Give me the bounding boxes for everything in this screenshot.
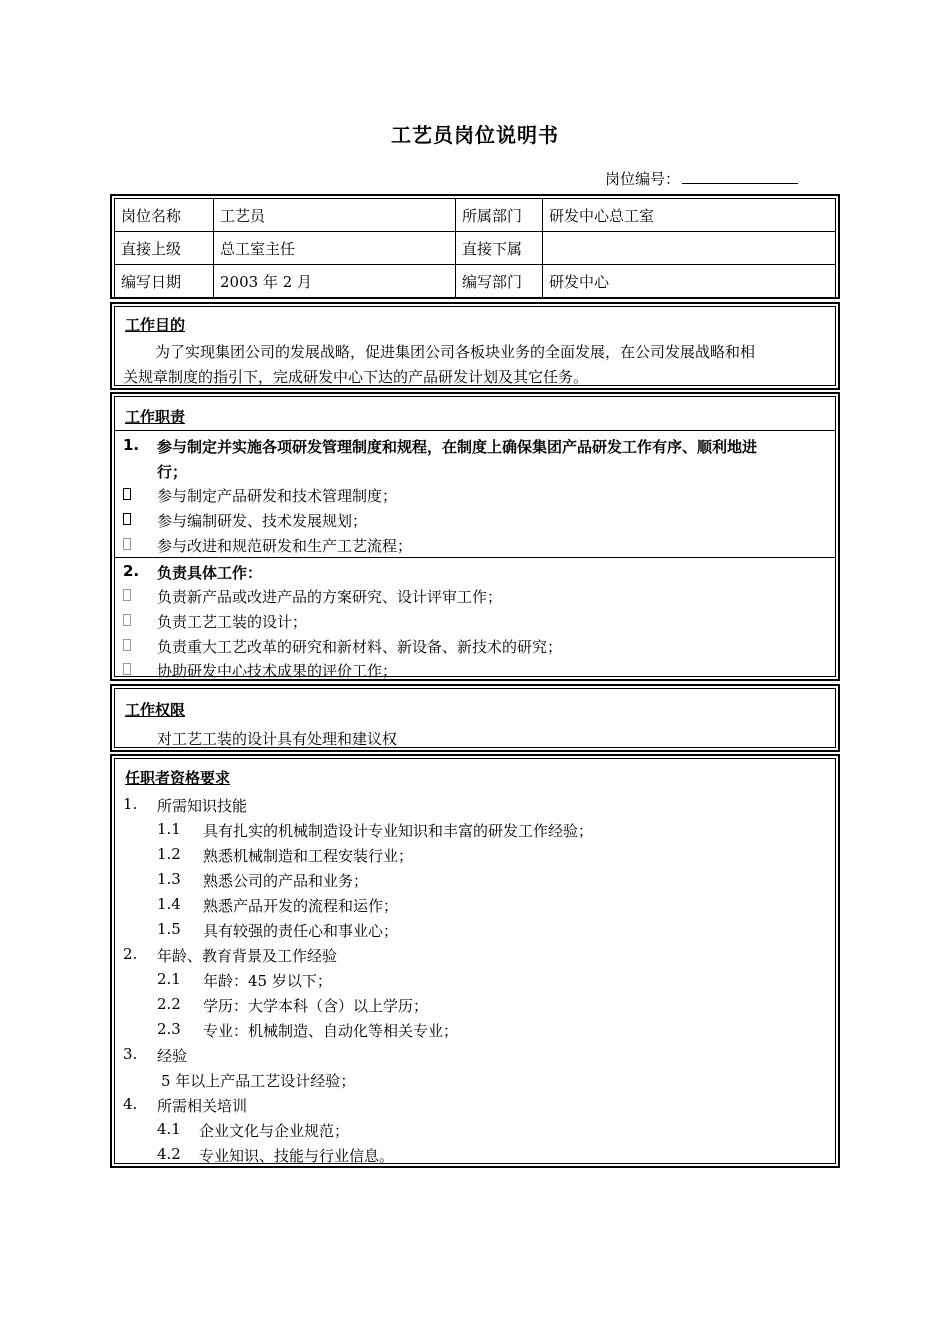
- sub-item: 具有扎实的机械制造设计专业知识和丰富的研发工作经验；: [203, 822, 594, 840]
- value-write-department: 研发中心: [543, 265, 836, 298]
- table-row: [115, 232, 836, 265]
- sub-item-number: 1.5: [157, 920, 181, 938]
- sub-item-number: 4.2: [157, 1145, 181, 1163]
- value-direct-superior: 总工室主任: [214, 232, 456, 265]
- sub-item-number: 1.3: [157, 870, 181, 888]
- purpose-line-1: 为了实现集团公司的发展战略，促进集团公司各板块业务的全面发展，在公司发展战略和相: [155, 343, 756, 361]
- qual-4-number: 4.: [123, 1095, 138, 1113]
- page-title: 工艺员岗位说明书: [391, 123, 559, 147]
- square-bullet-icon: [123, 614, 131, 626]
- list-item: 负责新产品或改进产品的方案研究、设计评审工作；: [157, 588, 503, 606]
- sub-item-number: 2.1: [157, 970, 181, 988]
- sub-item: 熟悉产品开发的流程和运作；: [203, 897, 399, 915]
- list-item: 负责工艺工装的设计；: [157, 613, 308, 631]
- square-bullet-icon: [123, 488, 131, 500]
- purpose-heading: 工作目的: [125, 316, 186, 334]
- list-item: 参与编制研发、技术发展规划；: [157, 512, 368, 530]
- table-row: [115, 199, 836, 232]
- duty-2-number: 2.: [123, 562, 140, 580]
- sub-item: 年龄：45 岁以下；: [203, 972, 332, 990]
- list-item: 参与制定产品研发和技术管理制度；: [157, 487, 398, 505]
- qual-1-number: 1.: [123, 795, 138, 813]
- list-item: 参与改进和规范研发和生产工艺流程；: [157, 537, 413, 555]
- duty-1-title-line-1: 参与制定并实施各项研发管理制度和规程，在制度上确保集团产品研发工作有序、顺利地进: [157, 438, 758, 456]
- value-direct-subordinate: [543, 232, 836, 265]
- qualification-heading: 任职者资格要求: [125, 769, 231, 787]
- sub-item-number: 1.4: [157, 895, 181, 913]
- value-department: 研发中心总工室: [543, 199, 836, 232]
- qualification-section: [110, 754, 840, 1168]
- label-department: 所属部门: [456, 199, 543, 232]
- sub-item-number: 2.2: [157, 995, 181, 1013]
- authority-heading: 工作权限: [125, 701, 186, 719]
- sub-item: 学历：大学本科（含）以上学历；: [203, 997, 429, 1015]
- label-write-department: 编写部门: [456, 265, 543, 298]
- label-direct-superior: 直接上级: [115, 232, 214, 265]
- square-bullet-icon: [123, 513, 131, 525]
- qual-4-title: 所需相关培训: [157, 1097, 248, 1115]
- experience-text: 5 年以上产品工艺设计经验；: [161, 1072, 356, 1090]
- label-direct-subordinate: 直接下属: [456, 232, 543, 265]
- value-position-name: 工艺员: [214, 199, 456, 232]
- position-code-label: 岗位编号：: [605, 170, 681, 188]
- sub-item: 专业知识、技能与行业信息。: [199, 1147, 395, 1165]
- table-row: [115, 265, 836, 298]
- qual-2-number: 2.: [123, 945, 138, 963]
- sub-item-number: 1.2: [157, 845, 181, 863]
- label-write-date: 编写日期: [115, 265, 214, 298]
- duty-1-number: 1.: [123, 436, 140, 454]
- qual-1-title: 所需知识技能: [157, 797, 248, 815]
- qual-3-number: 3.: [123, 1045, 138, 1063]
- purpose-line-2: 关规章制度的指引下，完成研发中心下达的产品研发计划及其它任务。: [123, 368, 589, 386]
- position-code: [605, 168, 798, 189]
- position-code-blank[interactable]: [682, 169, 798, 184]
- sub-item-number: 2.3: [157, 1020, 181, 1038]
- label-position-name: 岗位名称: [115, 199, 214, 232]
- divider: [115, 557, 835, 558]
- qual-3-title: 经验: [157, 1047, 188, 1065]
- duty-1-title-line-2: 行；: [157, 463, 188, 481]
- square-bullet-icon: [123, 589, 131, 601]
- duties-heading: 工作职责: [125, 408, 186, 426]
- list-item: 协助研发中心技术成果的评价工作；: [157, 662, 398, 680]
- square-bullet-icon: [123, 538, 131, 550]
- value-write-date: 2003 年 2 月: [214, 265, 456, 298]
- sub-item-number: 1.1: [157, 820, 181, 838]
- sub-item: 企业文化与企业规范；: [199, 1122, 350, 1140]
- duty-2-title: 负责具体工作：: [157, 564, 263, 582]
- sub-item: 专业：机械制造、自动化等相关专业；: [203, 1022, 459, 1040]
- sub-item: 熟悉机械制造和工程安装行业；: [203, 847, 414, 865]
- authority-text: 对工艺工装的设计具有处理和建议权: [157, 730, 398, 748]
- sub-item-number: 4.1: [157, 1120, 181, 1138]
- list-item: 负责重大工艺改革的研究和新材料、新设备、新技术的研究；: [157, 638, 563, 656]
- purpose-section: [110, 302, 840, 390]
- sub-item: 熟悉公司的产品和业务；: [203, 872, 369, 890]
- duties-section: [110, 392, 840, 681]
- square-bullet-icon: [123, 663, 131, 675]
- qual-2-title: 年龄、教育背景及工作经验: [157, 947, 338, 965]
- divider: [115, 430, 835, 431]
- authority-section: [110, 684, 840, 752]
- header-info-table: [110, 194, 840, 299]
- square-bullet-icon: [123, 639, 131, 651]
- sub-item: 具有较强的责任心和事业心；: [203, 922, 399, 940]
